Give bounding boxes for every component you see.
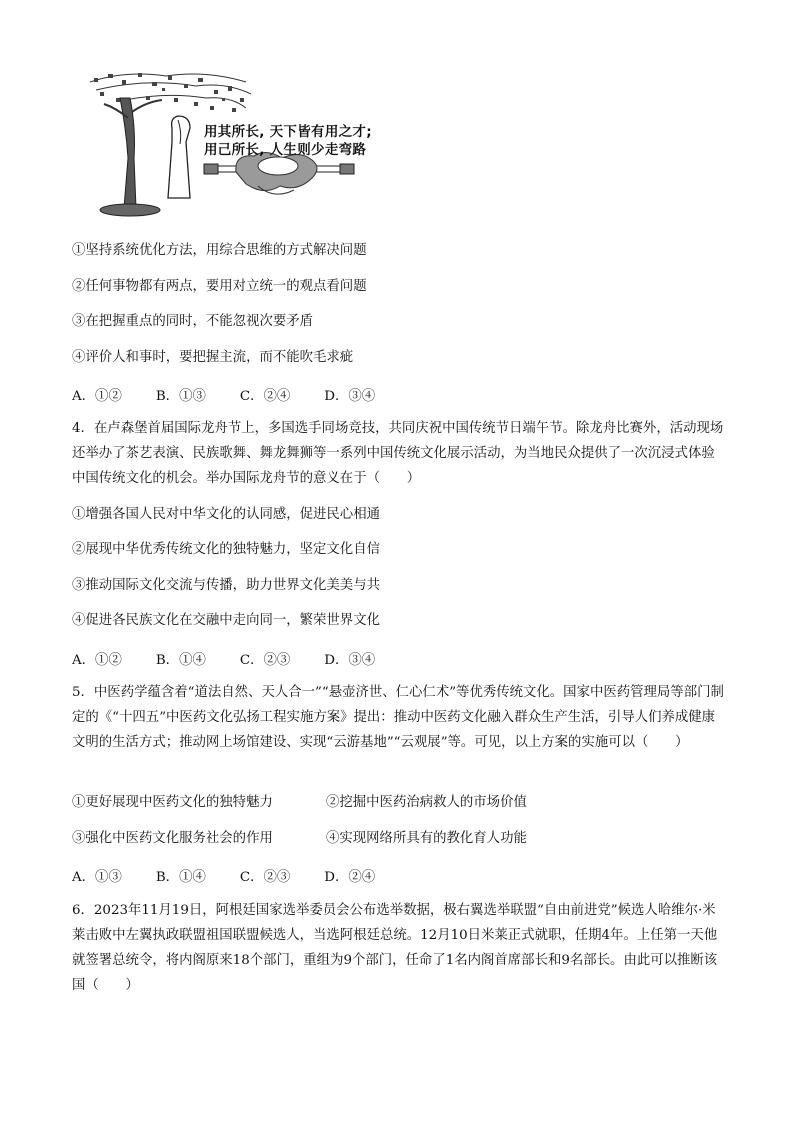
q5-option-1: ①更好展现中医药文化的独特魅力: [72, 795, 273, 810]
q3-option-3: ③在把握重点的同时，不能忽视次要矛盾: [72, 314, 314, 329]
q4-option-1: ①增强各国人民对中华文化的认同感，促进民心相通: [72, 507, 380, 522]
q6-stem: 6．2023年11月19日，阿根廷国家选举委员会公布选举数据，极右翼选举联盟“自由前进党”候选人哈维尔·米莱击败中左翼执政联盟祖国联盟候选人，当选阿根廷总统。12月10日米莱正式就职，任期4年。上任第一天他就签署总统令，将内阁原来18个部门，重组为9个部门，任命了1名内阁首席部长和9名部长。由此可以推断该国（ ）: [72, 903, 718, 993]
q4-stem: 4．在卢森堡首届国际龙舟节上，多国选手同场竞技，共同庆祝中国传统节日端午节。除龙舟比赛外，活动现场还举办了茶艺表演、民族歌舞、舞龙舞狮等一系列中国传统文化展示活动，为当地民众提供了一次沉浸式体验中国传统文化的机会。举办国际龙舟节的意义在于（ ）: [72, 421, 724, 486]
cartoon-caption-line2: 用己所长, 人生则少走弯路: [204, 142, 367, 158]
q4-answer-a[interactable]: A．①②: [72, 653, 122, 668]
q3-answer-b[interactable]: B．①③: [155, 389, 206, 404]
q5-answer-a[interactable]: A．①③: [72, 870, 122, 885]
q5-option-4: ④实现网络所具有的教化育人功能: [326, 831, 527, 846]
q3-answer-a[interactable]: A．①②: [72, 389, 122, 404]
q4-option-3: ③推动国际文化交流与传播，助力世界文化美美与共: [72, 578, 380, 593]
q4-answer-b[interactable]: B．①④: [155, 653, 206, 668]
q4-option-4: ④促进各民族文化在交融中走向同一，繁荣世界文化: [72, 613, 380, 628]
q5-option-3: ③强化中医药文化服务社会的作用: [72, 831, 273, 846]
q3-answer-d[interactable]: D．③④: [324, 389, 376, 404]
q5-answer-d[interactable]: D．②④: [324, 870, 376, 885]
q3-option-1: ①坚持系统优化方法，用综合思维的方式解决问题: [72, 243, 367, 258]
q5-answer-c[interactable]: C．②③: [239, 870, 291, 885]
q5-answer-choices: [72, 866, 409, 885]
cartoon-illustration: [86, 68, 386, 218]
q5-option-2: ②挖掘中医药治病救人的市场价值: [326, 795, 527, 810]
q4-answer-c[interactable]: C．②③: [239, 653, 291, 668]
q3-option-2: ②任何事物都有两点，要用对立统一的观点看问题: [72, 279, 367, 294]
q4-answer-choices: [72, 649, 409, 668]
q4-option-2: ②展现中华优秀传统文化的独特魅力，坚定文化自信: [72, 542, 380, 557]
q3-answer-c[interactable]: C．②④: [239, 389, 291, 404]
q3-answer-choices: [72, 385, 409, 404]
q3-option-4: ④评价人和事时，要把握主流，而不能吹毛求疵: [72, 350, 354, 365]
cartoon-caption-line1: 用其所长, 天下皆有用之才;: [204, 124, 372, 140]
q5-answer-b[interactable]: B．①④: [155, 870, 206, 885]
q4-answer-d[interactable]: D．③④: [324, 653, 376, 668]
q5-stem: 5．中医药学蕴含着“道法自然、天人合一”“悬壶济世、仁心仁术”等优秀传统文化。国家中医药管理局等部门制定的《“十四五”中医药文化弘扬工程实施方案》提出：推动中医药文化融入群众生产生活，引导人们养成健康文明的生活方式；推动网上场馆建设、实现“云游基地”“云观展”等。可见，以上方案的实施可以（ ）: [72, 685, 724, 750]
